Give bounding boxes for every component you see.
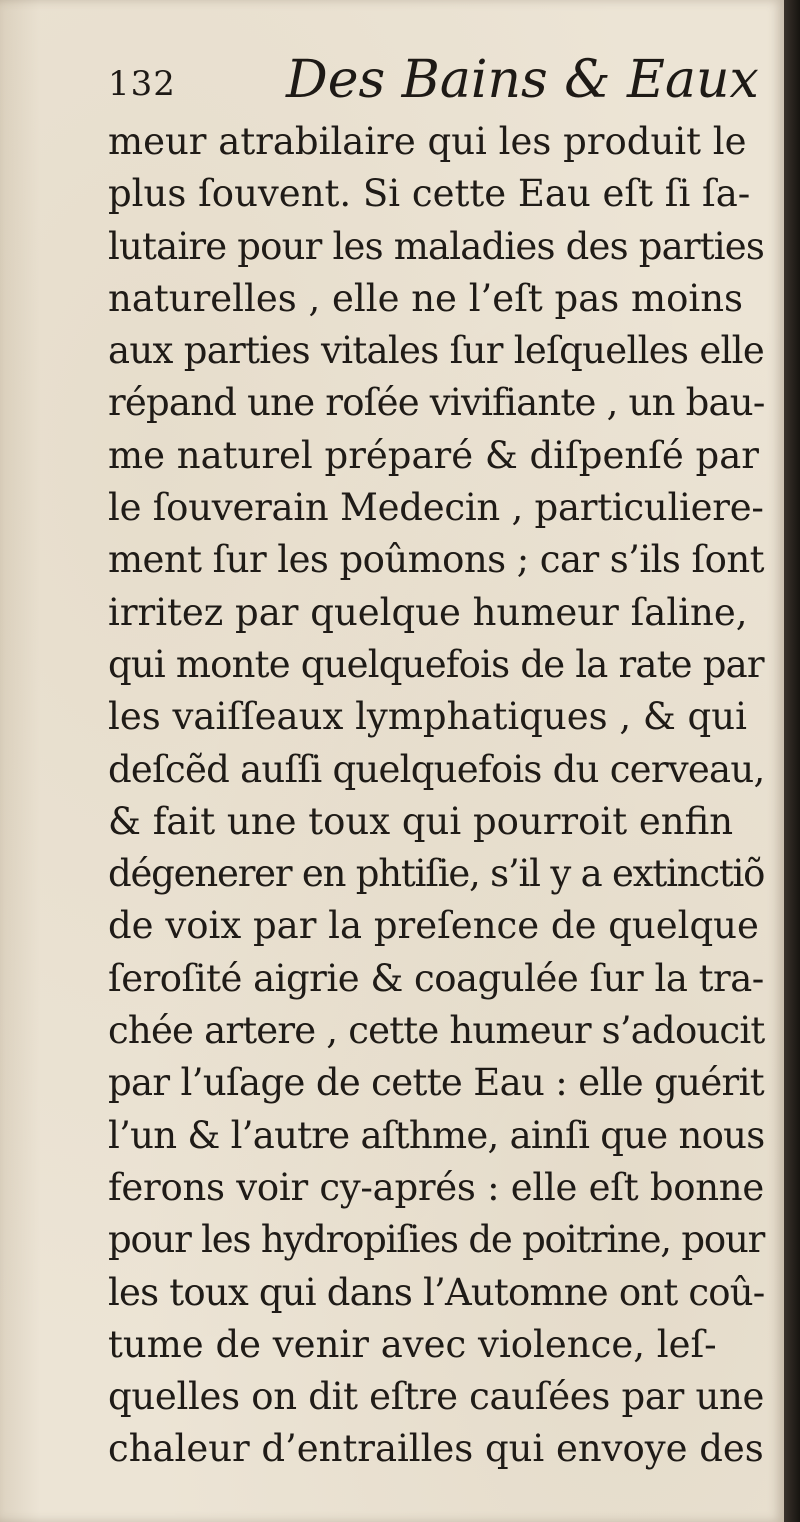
page-number: 132: [108, 64, 176, 104]
text-line: chaleur d’entrailles qui envoye des: [108, 1427, 764, 1471]
text-line: lutaire pour les maladies des parties: [108, 224, 765, 268]
text-line: de voix par la preſence de quelque: [108, 904, 759, 948]
text-line: répand une roſée vivifiante , un bau-: [108, 381, 765, 425]
text-line: l’un & l’autre aſthme, ainſi que nous: [108, 1113, 765, 1157]
text-line: les toux qui dans l’Automne ont coû-: [108, 1270, 765, 1314]
text-line: naturelles , elle ne l’eſt pas moins: [108, 276, 744, 320]
text-line: deſcẽd auſſi quelquefois du cerveau,: [108, 747, 765, 791]
text-line: par l’uſage de cette Eau : elle guérit: [108, 1061, 764, 1105]
page-edge-shadow: [784, 0, 800, 1522]
text-line: quelles on dit eſtre cauſées par une: [108, 1375, 765, 1419]
text-line: me naturel préparé & diſpenſé par: [108, 433, 759, 477]
body-text: [108, 116, 764, 1476]
text-line: meur atrabilaire qui les produit le: [108, 120, 747, 163]
page-header: [108, 48, 788, 118]
text-line: pour les hydropiſies de poitrine, pour: [108, 1218, 765, 1262]
text-line: le ſouverain Medecin , particuliere-: [108, 486, 764, 530]
text-line: tume de venir avec violence, leſ-: [108, 1322, 717, 1366]
text-line: chée artere , cette humeur s’adoucit: [108, 1009, 765, 1053]
text-line: les vaiſſeaux lymphatiques , & qui: [108, 695, 747, 739]
text-line: qui monte quelquefois de la rate par: [108, 642, 764, 686]
text-line: ferons voir cy-aprés : elle eſt bonne: [108, 1165, 764, 1209]
text-line: aux parties vitales ſur leſquelles elle: [108, 329, 765, 373]
text-line: ment ſur les poûmons ; car s’ils ſont: [108, 538, 764, 582]
text-line: & fait une toux qui pourroit enfin: [108, 799, 734, 843]
text-line: dégenerer en phtiſie, s’il y a extinctiõ: [108, 852, 765, 896]
text-line: ſeroſité aigrie & coagulée ſur la tra-: [108, 956, 764, 1000]
text-line: plus ſouvent. Si cette Eau eſt ſi ſa-: [108, 172, 751, 216]
running-title: Des Bains & Eaux: [286, 50, 759, 110]
text-line: irritez par quelque humeur ſaline,: [108, 590, 748, 634]
